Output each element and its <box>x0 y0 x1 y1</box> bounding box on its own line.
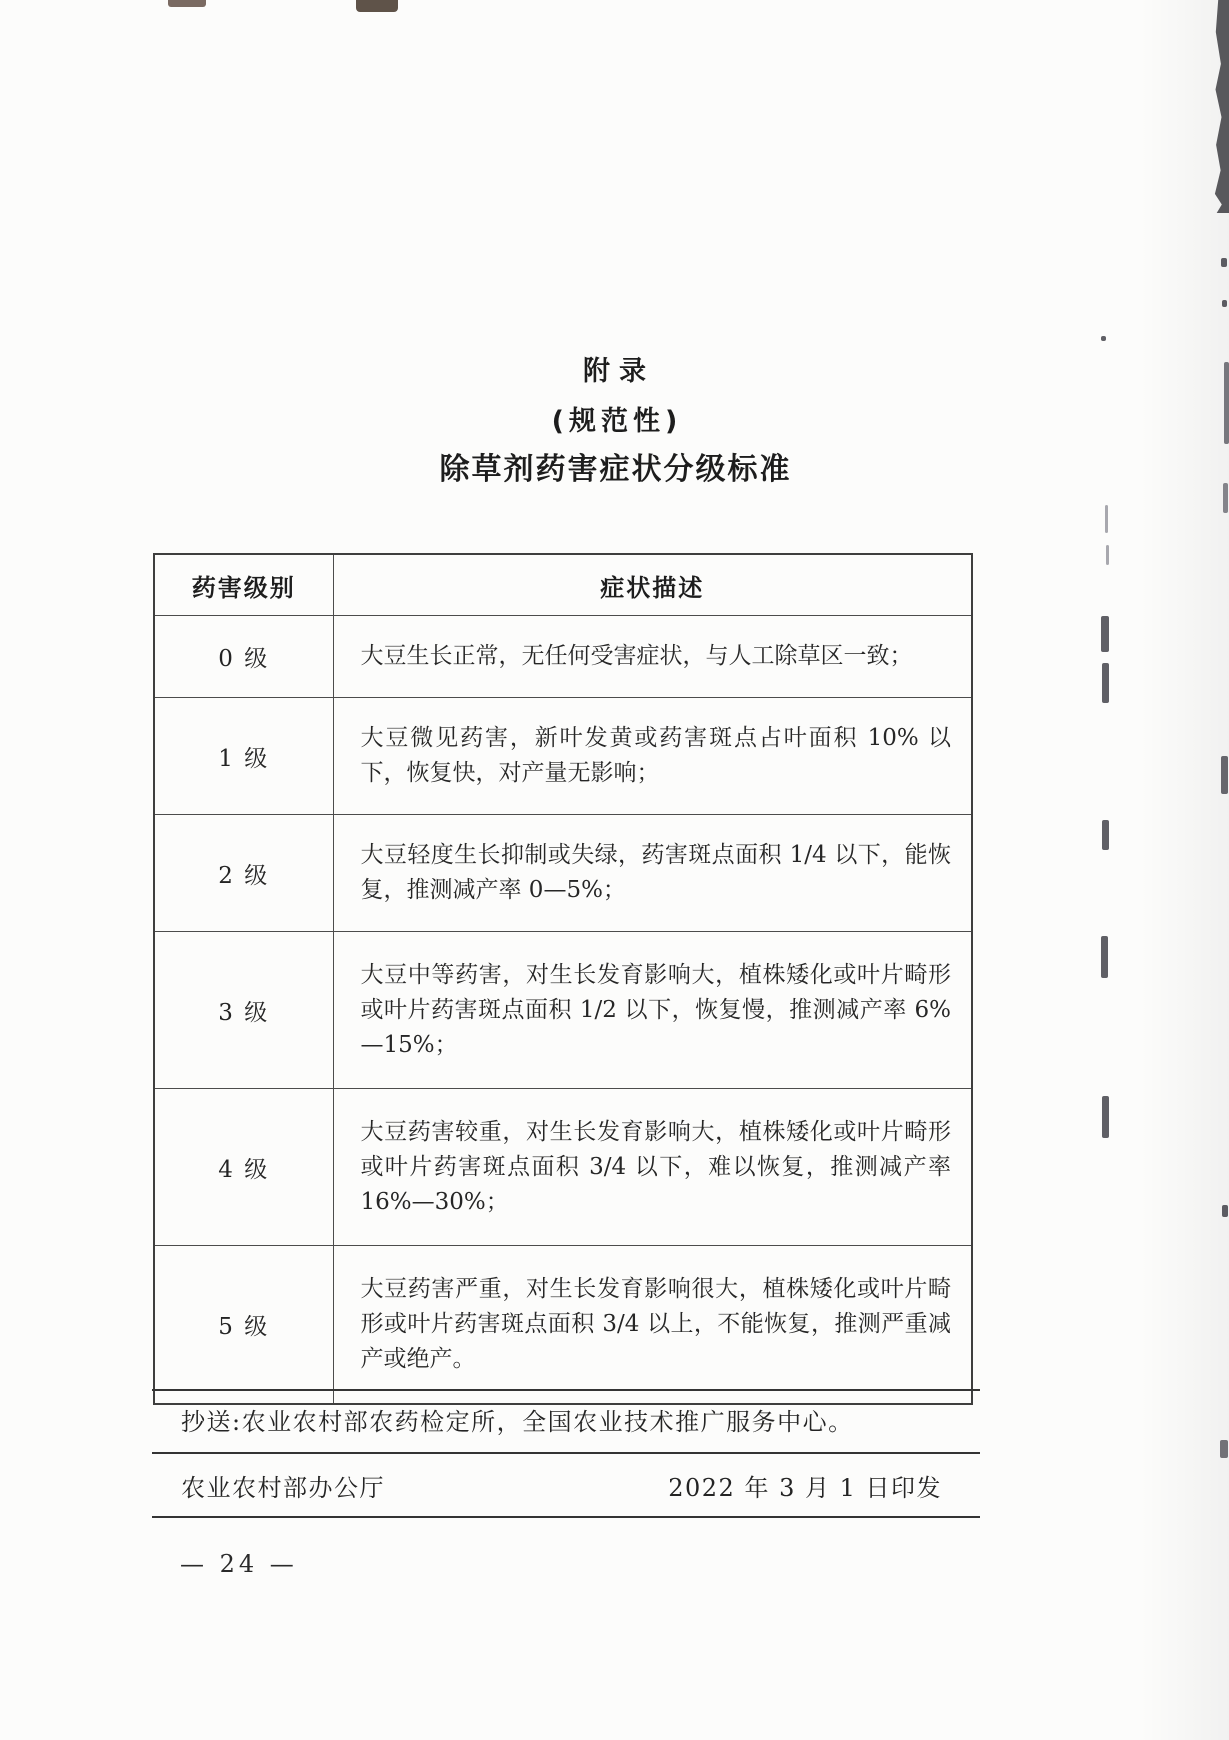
level-cell: 3 级 <box>154 932 333 1089</box>
scan-artifact-speck <box>1102 663 1109 703</box>
description-cell: 大豆微见药害，新叶发黄或药害斑点占叶面积 10% 以下，恢复快，对产量无影响； <box>333 698 972 815</box>
scan-artifact-speck <box>1106 545 1109 565</box>
scan-artifact-speck <box>1101 336 1106 341</box>
level-cell: 2 级 <box>154 815 333 932</box>
scan-artifact-speck <box>1102 820 1109 850</box>
scan-artifact-speck <box>1221 258 1227 267</box>
level-cell: 1 级 <box>154 698 333 815</box>
scan-artifact-speck <box>1220 1440 1228 1458</box>
issue-row <box>181 1468 942 1503</box>
level-cell: 5 级 <box>154 1246 333 1405</box>
grading-table <box>153 553 973 1405</box>
footer-rule-middle <box>152 1452 980 1454</box>
scan-artifact-speck <box>1101 616 1109 652</box>
column-header-description: 症状描述 <box>333 554 972 616</box>
scan-artifact-speck <box>1221 756 1228 794</box>
level-cell: 0 级 <box>154 616 333 698</box>
description-cell: 大豆药害严重，对生长发育影响很大，植株矮化或叶片畸形或叶片药害斑点面积 3/4 以上，不能恢复，推测严重减产或绝产。 <box>333 1246 972 1405</box>
scan-artifact-speck <box>1222 300 1227 307</box>
table-row <box>154 698 972 815</box>
table-header-row <box>154 554 972 616</box>
description-cell: 大豆轻度生长抑制或失绿，药害斑点面积 1/4 以下，能恢复，推测减产率 0—5%； <box>333 815 972 932</box>
page-number: — 24 — <box>180 1550 298 1578</box>
scan-artifact-speck <box>1102 1096 1109 1138</box>
scan-artifact-speck <box>1105 505 1108 533</box>
footer-rule-top <box>152 1389 980 1391</box>
issuing-office: 农业农村部办公厅 <box>181 1474 385 1502</box>
description-cell: 大豆药害较重，对生长发育影响大，植株矮化或叶片畸形或叶片药害斑点面积 3/4 以下，难以恢复，推测减产率 16%—30%； <box>333 1089 972 1246</box>
normative-subheading: (规范性) <box>551 406 683 437</box>
scan-artifact-speck <box>1222 1205 1228 1217</box>
table-row <box>154 616 972 698</box>
table-row <box>154 1089 972 1246</box>
footer-rule-bottom <box>152 1516 980 1518</box>
column-header-level: 药害级别 <box>154 554 333 616</box>
table-row <box>154 815 972 932</box>
table-row <box>154 932 972 1089</box>
print-date: 2022 年 3 月 1 日印发 <box>668 1474 942 1502</box>
scan-artifact-speck <box>1223 483 1228 513</box>
scan-artifact-speck <box>1224 362 1229 444</box>
cc-line: 抄送:农业农村部农药检定所，全国农业技术推广服务中心。 <box>181 1408 854 1436</box>
scan-artifact-top-mark <box>356 0 398 12</box>
level-cell: 4 级 <box>154 1089 333 1246</box>
document-title: 除草剂药害症状分级标准 <box>439 452 792 487</box>
description-cell: 大豆中等药害，对生长发育影响大，植株矮化或叶片畸形或叶片药害斑点面积 1/2 以下，恢复慢，推测减产率 6%—15%； <box>333 932 972 1089</box>
appendix-heading: 附录 <box>583 356 655 387</box>
description-cell: 大豆生长正常，无任何受害症状，与人工除草区一致； <box>333 616 972 698</box>
scan-edge-shadow <box>1139 0 1229 1740</box>
scan-artifact-top-right-band <box>1214 0 1229 213</box>
table-row <box>154 1246 972 1405</box>
scan-artifact-speck <box>1101 936 1108 978</box>
scan-artifact-top-mark <box>168 0 206 7</box>
